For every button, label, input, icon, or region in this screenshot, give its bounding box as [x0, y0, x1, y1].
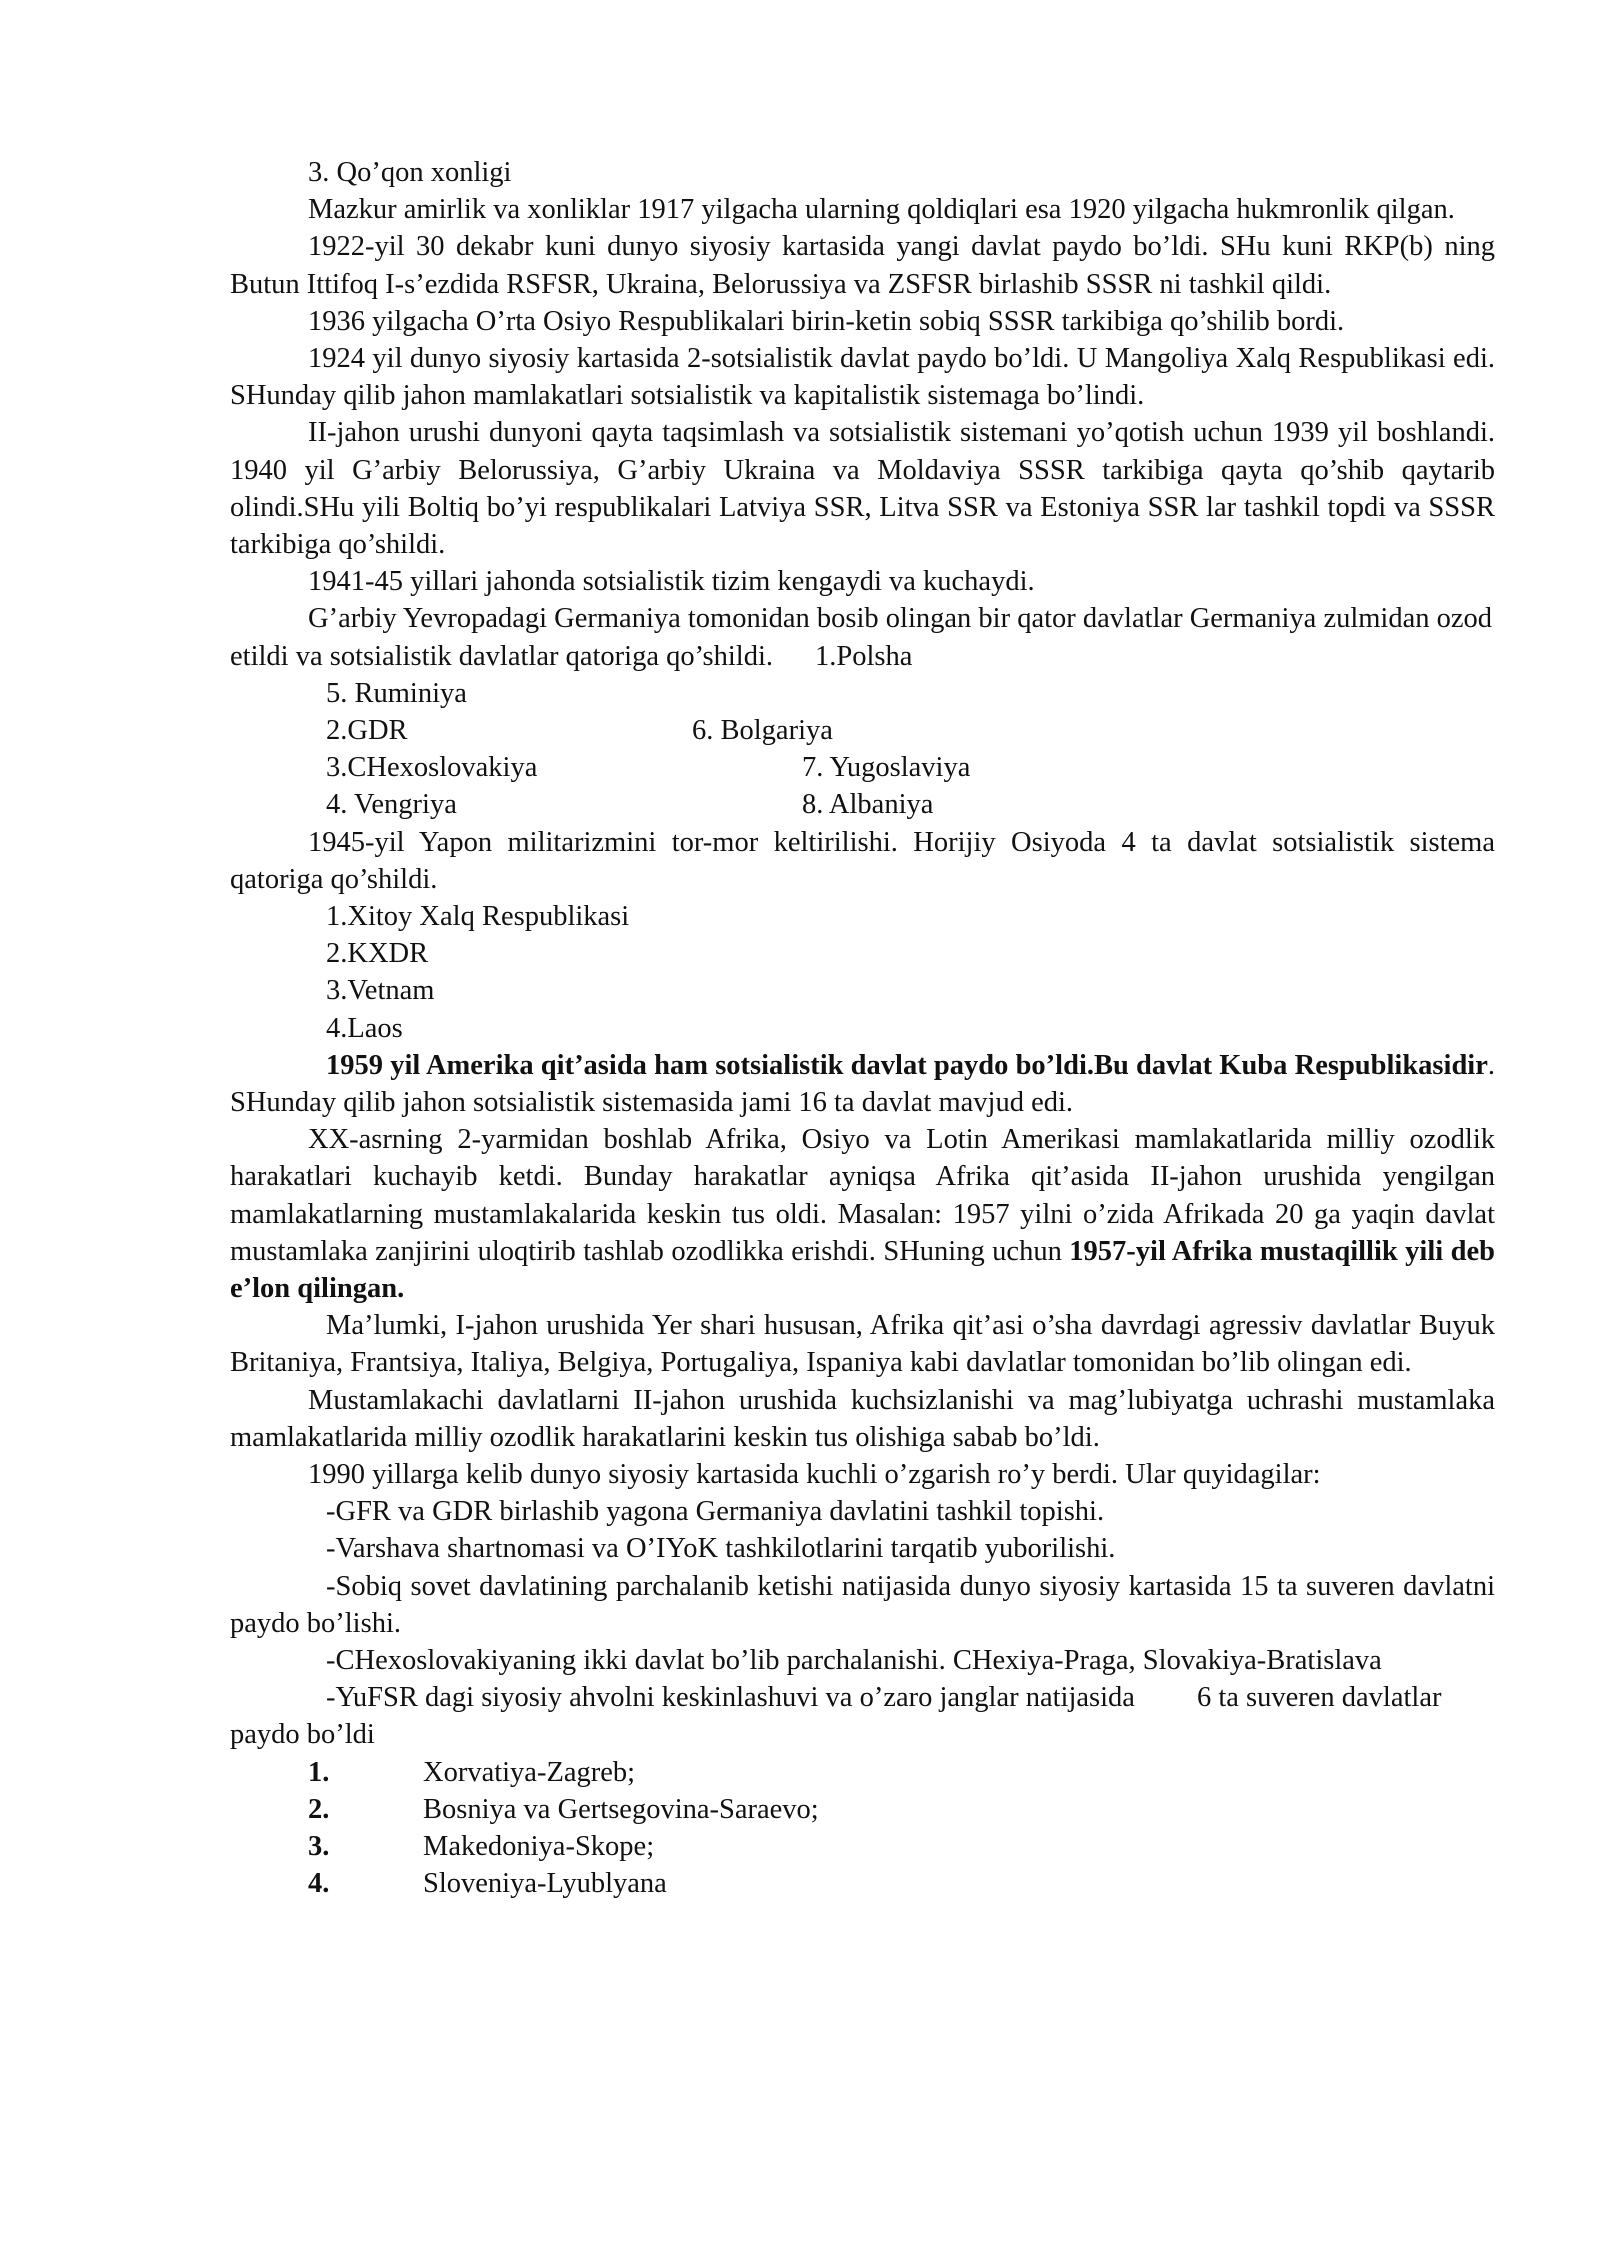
list-item: 5. Ruminiya — [326, 677, 467, 709]
list-item: -Sobiq sovet davlatining parchalanib ketishi natijasida dunyo siyosiy kartasida 15 ta suveren davlatni paydo bo’lishi. — [230, 1570, 1495, 1639]
list-item: 8. Albaniya — [802, 789, 934, 821]
paragraph: 1941-45 yillari jahonda sotsialistik tizim kengaydi va kuchaydi. — [308, 566, 1035, 598]
list-item: 4. Vengriya — [326, 789, 457, 821]
list-item: 6. Bolgariya — [692, 715, 833, 747]
paragraph: 1990 yillarga kelib dunyo siyosiy kartasida kuchli o’zgarish ro’y berdi. Ular quyidagilar: — [308, 1459, 1321, 1491]
item-number: 4. — [308, 1868, 330, 1900]
paragraph-text: 6 ta suveren davlatlar paydo bo’ldi — [230, 1682, 1442, 1751]
numbered-item — [230, 1828, 1495, 1865]
list-item: 3.CHexoslovakiya — [326, 752, 538, 784]
list-item: 7. Yugoslaviya — [802, 752, 971, 784]
paragraph — [230, 1047, 1495, 1121]
item-text: Sloveniya-Lyublyana — [423, 1868, 667, 1900]
bold-text: 1959 yil Amerika qit’asida ham sotsialistik davlat paydo bo’ldi.Bu davlat Kuba Respublikasidir — [326, 1049, 1488, 1081]
document-page — [230, 154, 1495, 1903]
paragraph: Ma’lumki, I-jahon urushida Yer shari hususan, Afrika qit’asi o’sha davrdagi agressiv davlatlar Buyuk Britaniya, Frantsiya, Italiya, Belgiya, Portugaliya, Ispaniya kabi davlatlar tomonidan bo’lib olingan edi. — [230, 1310, 1495, 1379]
list-item: 1.Polsha — [815, 640, 913, 672]
item-text: Makedoniya-Skope; — [423, 1831, 655, 1863]
item-text: Bosniya va Gertsegovina-Saraevo; — [423, 1793, 819, 1825]
list-item: -GFR va GDR birlashib yagona Germaniya davlatini tashkil topishi. — [326, 1496, 1105, 1528]
paragraph: 1924 yil dunyo siyosiy kartasida 2-sotsialistik davlat paydo bo’ldi. U Mangoliya Xalq Respublikasi edi. SHunday qilib jahon mamlakatlari sotsialistik va kapitalistik sistemaga bo’lindi. — [230, 343, 1495, 412]
item-number: 3. — [308, 1831, 330, 1863]
paragraph-text: -YuFSR dagi siyosiy ahvolni keskinlashuvi va o’zaro janglar natijasida — [326, 1682, 1135, 1714]
paragraph: 1945-yil Yapon militarizmini tor-mor keltirilishi. Horijiy Osiyoda 4 ta davlat sotsialistik sistema qatoriga qo’shildi. — [230, 826, 1495, 895]
paragraph — [230, 1121, 1495, 1307]
paragraph: 1936 yilgacha O’rta Osiyo Respublikalari birin-ketin sobiq SSSR tarkibiga qo’shilib bordi. — [308, 305, 1345, 337]
bold-text: 1957-yil Afrika mustaqillik yili deb e’lon qilingan. — [230, 1235, 1495, 1305]
numbered-item — [230, 1791, 1495, 1828]
list-item: 1.Xitoy Xalq Respublikasi — [326, 901, 630, 933]
paragraph-heading: 3. Qo’qon xonligi — [308, 157, 512, 188]
list-item: 4.Laos — [326, 1012, 403, 1044]
list-item: 3.Vetnam — [326, 975, 435, 1007]
item-text: Xorvatiya-Zagreb; — [423, 1756, 636, 1788]
list-item: -Varshava shartnomasi va O’IYoK tashkilotlarini tarqatib yuborilishi. — [326, 1533, 1116, 1565]
list-item: 2.KXDR — [326, 938, 429, 970]
list-item — [230, 1679, 1495, 1753]
list-row — [230, 712, 1495, 749]
list-row — [230, 786, 1495, 823]
list-row — [230, 749, 1495, 786]
paragraph-text: XX-asrning 2-yarmidan boshlab Afrika, Osiyo va Lotin Amerikasi mamlakatlarida milliy ozodlik harakatlari kuchayib ketdi. Bunday harakatlar ayniqsa Afrika qit’asida II-jahon urushida yengilgan mamlakatlarning mustamlakalarida keskin tus oldi. Masalan: 1957 yilni o’zida Afrikada 20 ga yaqin davlat mustamlaka zanjirini uloqtirib tashlab ozodlikka erishdi. SHuning uchun — [230, 1124, 1495, 1267]
list-item: 2.GDR — [326, 715, 408, 747]
numbered-item — [230, 1754, 1495, 1791]
paragraph: 1922-yil 30 dekabr kuni dunyo siyosiy kartasida yangi davlat paydo bo’ldi. SHu kuni RKP(b) ning Butun Ittifoq I-s’ezdida RSFSR, Ukraina, Belorussiya va ZSFSR birlashib SSSR ni tashkil qildi. — [230, 231, 1495, 300]
paragraph: Mustamlakachi davlatlarni II-jahon urushida kuchsizlanishi va mag’lubiyatga uchrashi mustamlaka mamlakatlarida milliy ozodlik harakatlarini keskin tus olishiga sabab bo’ldi. — [230, 1384, 1495, 1453]
paragraph-text: G’arbiy Yevropadagi Germaniya tomonidan bosib olingan bir qator davlatlar Germaniya zulmidan ozod etildi va sotsialistik davlatlar qatoriga qo’shildi. — [230, 603, 1493, 672]
paragraph — [230, 600, 1495, 674]
numbered-item — [230, 1865, 1495, 1902]
list-item: -CHexoslovakiyaning ikki davlat bo’lib parchalanishi. CHexiya-Praga, Slovakiya-Bratislava — [326, 1645, 1382, 1677]
item-number: 2. — [308, 1793, 330, 1825]
paragraph: II-jahon urushi dunyoni qayta taqsimlash va sotsialistik sistemani yo’qotish uchun 1939 yil boshlandi. 1940 yil G’arbiy Belorussiya, G’arbiy Ukraina va Moldaviya SSSR tarkibiga qayta qo’shib qaytarib olindi.SHu yili Boltiq bo’yi respublikalari Latviya SSR, Litva SSR va Estoniya SSR lar tashkil topdi va SSSR tarkibiga qo’shildi. — [230, 417, 1495, 561]
item-number: 1. — [308, 1756, 330, 1788]
paragraph: Mazkur amirlik va xonliklar 1917 yilgacha ularning qoldiqlari esa 1920 yilgacha hukmronlik qilgan. — [308, 194, 1455, 226]
paragraph-text: . SHunday qilib jahon sotsialistik sistemasida jami 16 ta davlat mavjud edi. — [230, 1049, 1495, 1119]
